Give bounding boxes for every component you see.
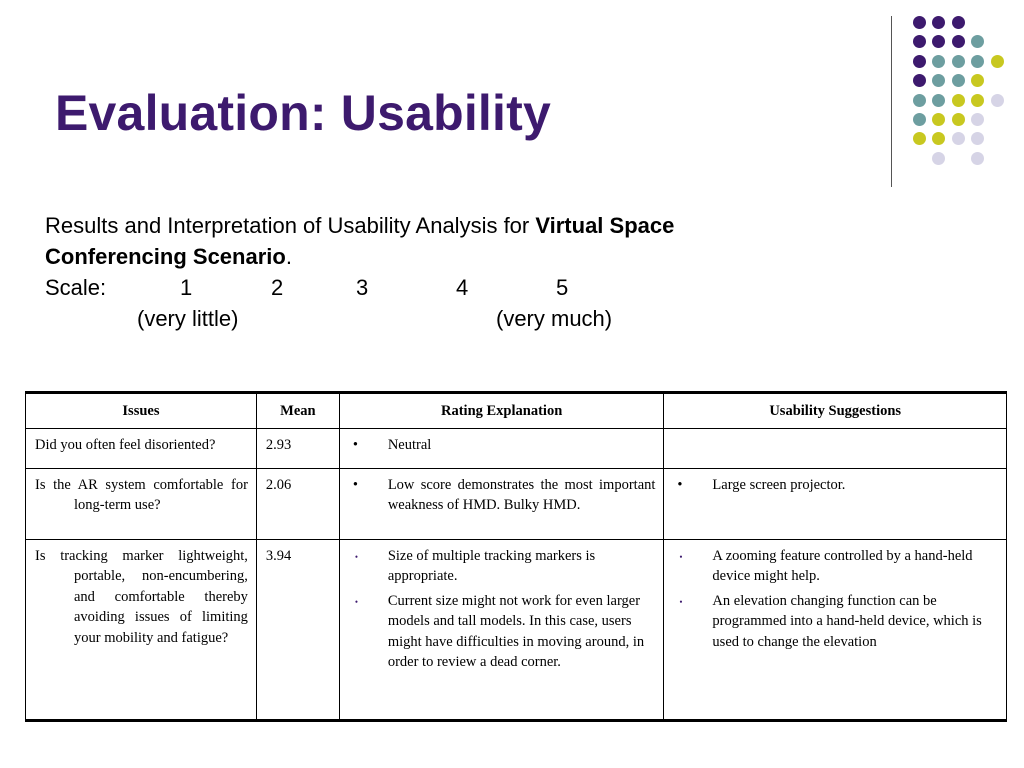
decor-dot	[952, 74, 965, 87]
decor-dot	[952, 55, 965, 68]
issue-text: Is tracking marker lightweight, portable, non-encumbering, and comfortable thereby avoiding issues of limiting your mobility and fatigue?	[35, 547, 248, 646]
decor-dot	[971, 152, 984, 165]
explanation-item: • Current size might not work for even larger models and tall models. In this case, users might have difficulties in moving around, in order to review a dead corner.	[354, 592, 645, 670]
decor-dot	[913, 74, 926, 87]
issue-text: Is the AR system comfortable for long-term use?	[35, 476, 248, 513]
explanation-item: • Size of multiple tracking markers is appropriate.	[354, 547, 596, 584]
suggestion-item: • An elevation changing function can be programmed into a hand-held device, which is used to change the elevation	[679, 592, 982, 650]
decor-dot	[932, 74, 945, 87]
scenario-name-part2: Conferencing Scenario	[45, 244, 286, 269]
bullet-icon: •	[354, 596, 358, 607]
intro-text: Results and Interpretation of Usability Analysis for	[45, 213, 536, 238]
bullet-icon: •	[679, 596, 683, 607]
explanation-item: • Low score demonstrates the most important weakness of HMD. Bulky HMD.	[352, 476, 656, 513]
decor-dot	[971, 94, 984, 107]
scale-line	[45, 273, 665, 303]
usability-table	[25, 391, 1007, 722]
intro-line-2	[45, 242, 292, 272]
scale-label: Scale:	[45, 275, 107, 300]
decor-dot	[913, 16, 926, 29]
slide-title: Evaluation: Usability	[55, 85, 551, 141]
decor-dot	[971, 74, 984, 87]
issue-text: Did you often feel disoriented?	[35, 437, 216, 453]
explanation-cell	[339, 429, 664, 469]
table-row	[26, 429, 1007, 469]
table-header-row	[26, 393, 1007, 429]
decor-dot	[932, 55, 945, 68]
decor-dot	[913, 55, 926, 68]
scale-value-4: 4	[456, 275, 469, 300]
suggestion-item: • Large screen projector.	[673, 475, 998, 496]
decor-dot	[952, 16, 965, 29]
mean-cell: 2.06	[256, 468, 339, 539]
issue-cell	[26, 468, 257, 539]
table-row	[26, 468, 1007, 539]
intro-period: .	[285, 244, 292, 269]
decor-dot	[932, 113, 945, 126]
decor-dot	[913, 132, 926, 145]
scale-value-1: 1	[180, 275, 193, 300]
explanation-cell	[339, 468, 664, 539]
decor-dot	[971, 55, 984, 68]
divider-line	[891, 16, 892, 187]
explanation-cell	[339, 539, 664, 720]
decor-dot	[991, 94, 1004, 107]
header-issues: Issues	[26, 393, 257, 429]
decor-dot	[932, 152, 945, 165]
decor-dot	[952, 113, 965, 126]
scale-low-label: (very little)	[137, 306, 239, 331]
issue-cell	[26, 429, 257, 469]
decor-dot	[932, 94, 945, 107]
mean-cell: 3.94	[256, 539, 339, 720]
intro-line-1	[45, 211, 674, 241]
decor-dot	[932, 132, 945, 145]
scale-high-label: (very much)	[496, 306, 613, 331]
header-rating-explanation: Rating Explanation	[339, 393, 664, 429]
decor-dot	[952, 35, 965, 48]
bullet-icon: •	[354, 551, 358, 562]
decor-dot	[971, 113, 984, 126]
decor-dot	[913, 35, 926, 48]
decor-dot	[991, 55, 1004, 68]
suggestion-item: • A zooming feature controlled by a hand-held device might help.	[679, 547, 973, 584]
scale-value-3: 3	[356, 275, 369, 300]
header-usability-suggestions: Usability Suggestions	[664, 393, 1007, 429]
scale-value-5: 5	[556, 275, 569, 300]
bullet-icon: •	[352, 437, 358, 453]
decor-dot	[952, 132, 965, 145]
issue-cell	[26, 539, 257, 720]
suggestion-cell	[664, 539, 1007, 720]
scale-value-2: 2	[271, 275, 284, 300]
bullet-icon: •	[677, 476, 683, 493]
mean-cell: 2.93	[256, 429, 339, 469]
decor-dot	[952, 94, 965, 107]
decor-dot	[913, 113, 926, 126]
decor-dot	[971, 35, 984, 48]
header-mean: Mean	[256, 393, 339, 429]
table-row	[26, 539, 1007, 720]
decor-dot	[913, 94, 926, 107]
decor-dot	[932, 35, 945, 48]
suggestion-cell	[664, 429, 1007, 469]
decor-dot	[971, 132, 984, 145]
bullet-icon: •	[352, 476, 358, 493]
explanation-item: • Neutral	[349, 435, 656, 456]
bullet-icon: •	[679, 551, 683, 562]
decor-dot	[932, 16, 945, 29]
suggestion-cell	[664, 468, 1007, 539]
scenario-name-part1: Virtual Space	[535, 213, 675, 238]
